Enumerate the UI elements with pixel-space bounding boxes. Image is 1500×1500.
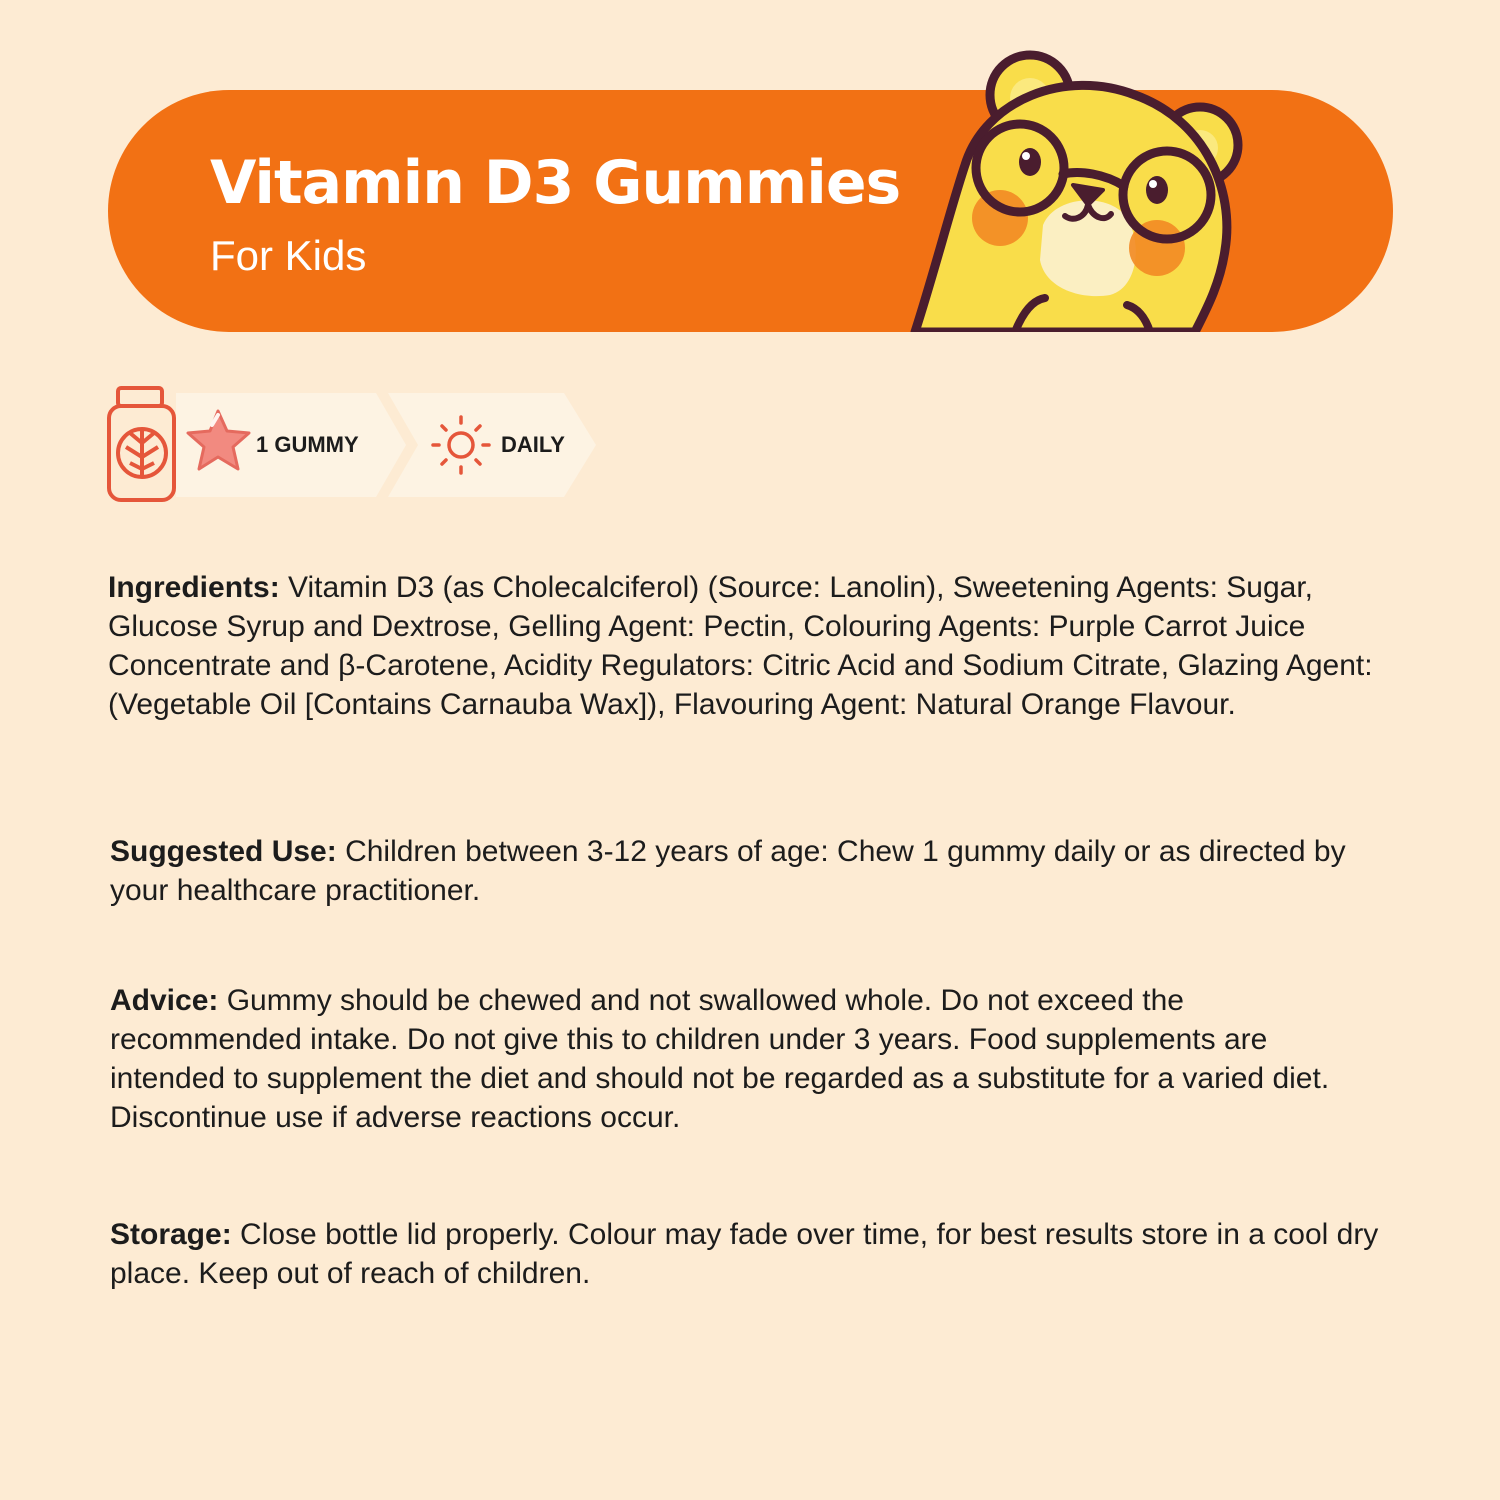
storage-heading: Storage: [110,1218,241,1251]
advice-heading: Advice: [110,984,227,1017]
ingredients-section [108,568,1378,724]
ingredients-heading: Ingredients: [108,571,289,604]
suggested-use-heading: Suggested Use: [110,835,346,868]
dosage-frequency-label: DAILY [501,432,565,457]
dosage-amount-label: 1 GUMMY [256,432,359,457]
suggested-use-section [110,832,1380,910]
storage-section [110,1215,1380,1293]
storage-text: Close bottle lid properly. Colour may fade over time, for best results store in a cool dry place. Keep out of reach of children. [110,1218,1379,1290]
dosage-strip [106,385,606,505]
product-subtitle: For Kids [210,232,367,279]
ingredients-text: Vitamin D3 (as Cholecalciferol) (Source: Lanolin), Sweetening Agents: Sugar, Glucose Syrup and Dextrose, Gelling Agent: Pectin, Colouring Agents: Purple Carrot Juice Concentrate and β-Carotene, Acidity Regulators: Citric Acid and Sodium Citrate, Glazing Agent: (Vegetable Oil [Contains Carnauba Wax]), Flavouring Agent: Natural Orange Flavour. [108,571,1373,721]
bear-mascot-icon [905,50,1265,332]
suggested-use-text: Children between 3-12 years of age: Chew 1 gummy daily or as directed by your healthcare practitioner. [110,835,1346,907]
product-title: Vitamin D3 Gummies [210,148,901,218]
advice-section [110,981,1380,1137]
advice-text: Gummy should be chewed and not swallowed whole. Do not exceed the recommended intake. Do not give this to children under 3 years. Food supplements are intended to supplement the diet and should not be regarded as a substitute for a varied diet. Discontinue use if adverse reactions occur. [110,984,1330,1134]
jar-icon [109,388,174,500]
